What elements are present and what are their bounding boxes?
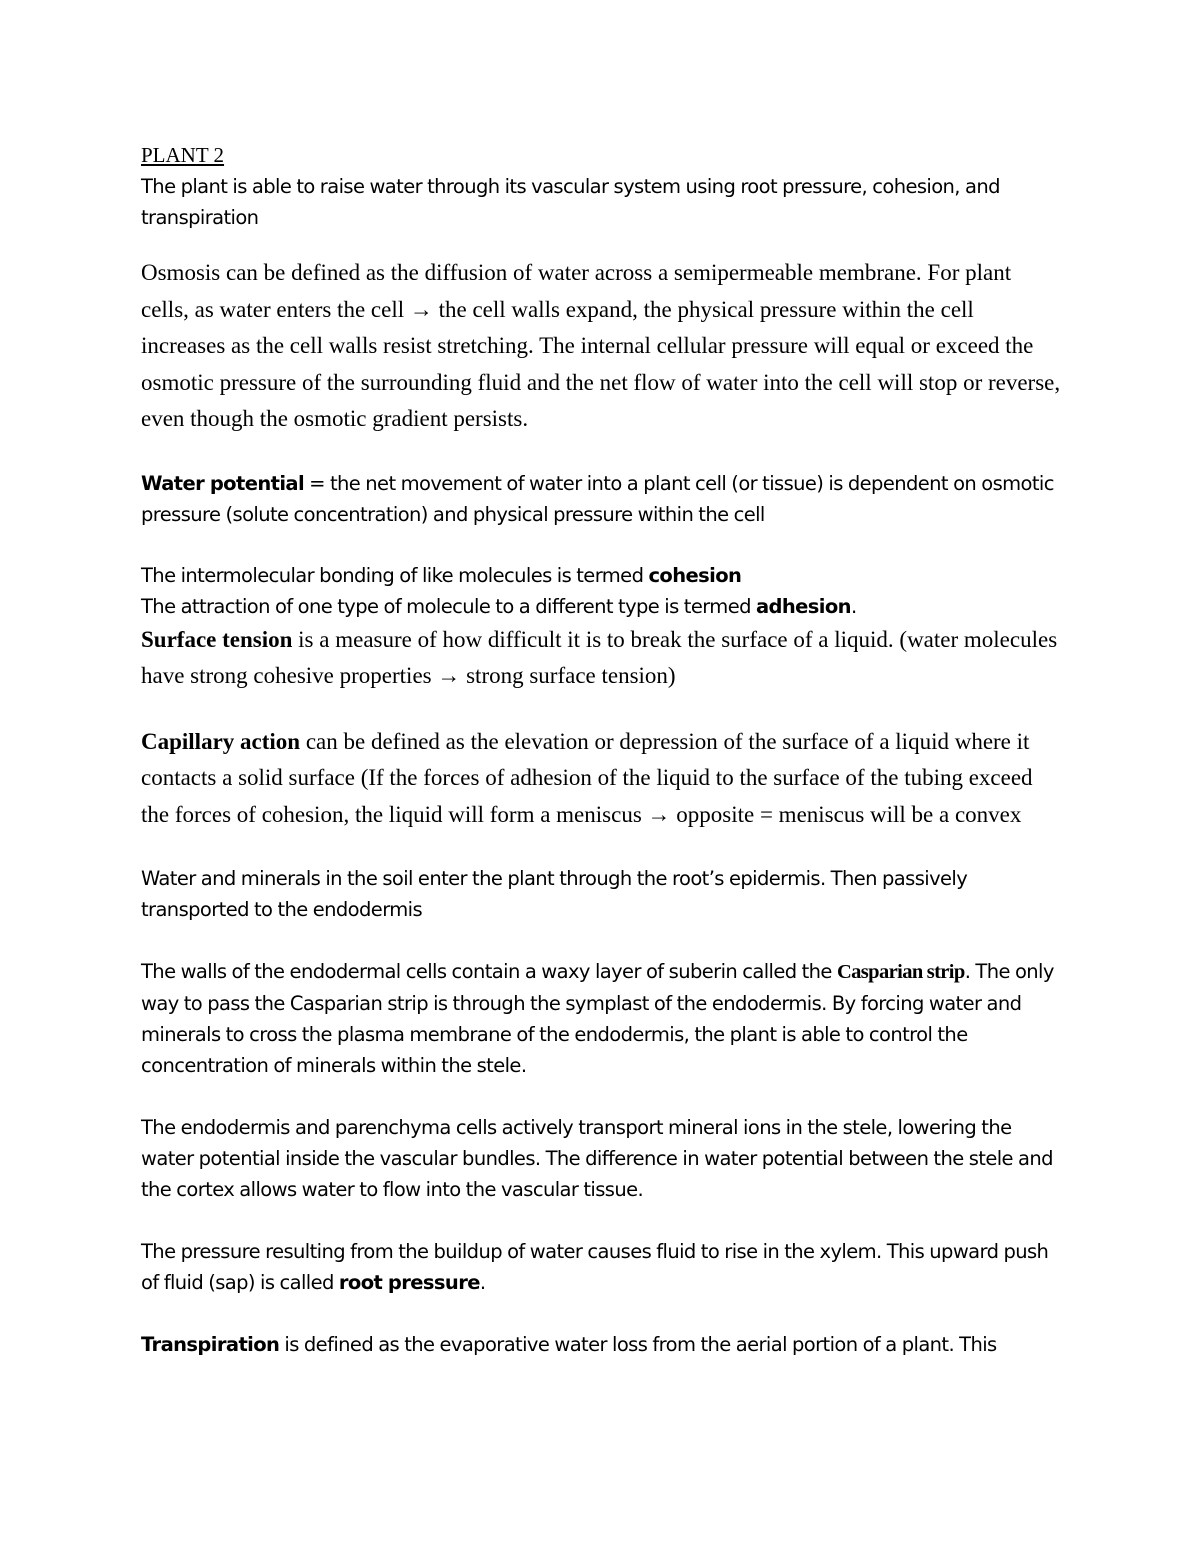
adhesion-end: .: [850, 594, 857, 618]
paragraph-root-pressure: [141, 1236, 1061, 1298]
document-body: [141, 140, 1061, 1360]
paragraph-intro: The plant is able to raise water through its vascular system using root pressure, cohesion, and transpiration: [141, 175, 1000, 229]
surface-tension-definition: is a measure of how difficult it is to break the surface of a liquid. (water molecules have strong cohesive properties → strong surface tension): [141, 626, 1058, 688]
root-pressure-text: The pressure resulting from the buildup of water causes fluid to rise in the xylem. This upward push of fluid (sap) is called: [141, 1240, 1049, 1294]
paragraph-casparian-strip: [141, 956, 1061, 1081]
casparian-rest: . The only way to pass the Casparian strip is through the symplast of the endodermis. By forcing water and minerals to cross the plasma membrane of the endodermis, the plant is able to control the concentration of minerals within the stele.: [141, 960, 1054, 1077]
water-potential-definition: = the net movement of water into a plant cell (or tissue) is dependent on osmotic pressure (solute concentration) and physical pressure within the cell: [141, 471, 1054, 526]
paragraph-osmosis: Osmosis can be defined as the diffusion of water across a semipermeable membrane. For plant cells, as water enters the cell → the cell walls expand, the physical pressure within the cell increases as the cell walls resist stretching. The internal cellular pressure will equal or exceed the osmotic pressure of the surrounding fluid and the net flow of water into the cell will stop or reverse, even though the osmotic gradient persists.: [141, 260, 1061, 431]
capillary-action-definition: can be defined as the elevation or depression of the surface of a liquid where it contacts a solid surface (If the forces of adhesion of the liquid to the surface of the tubing exceed the forces of cohesion, the liquid will form a meniscus → opposite = meniscus will be a convex: [141, 728, 1033, 827]
document-title: PLANT 2: [141, 143, 225, 167]
root-pressure-end: .: [479, 1271, 486, 1294]
term-capillary-action: Capillary action: [141, 728, 301, 754]
paragraph-root-epidermis: Water and minerals in the soil enter the plant through the root’s epidermis. Then passively transported to the endodermis: [141, 867, 968, 921]
paragraph-capillary-action: [141, 724, 1061, 834]
term-cohesion: cohesion: [648, 563, 742, 587]
term-casparian-strip: Casparian strip: [836, 961, 965, 983]
term-surface-tension: Surface tension: [141, 626, 293, 652]
paragraph-water-potential: [141, 468, 1061, 530]
term-root-pressure: root pressure: [338, 1271, 480, 1294]
paragraph-cohesion: [141, 560, 1061, 591]
paragraph-surface-tension: [141, 622, 1061, 694]
paragraph-adhesion: [141, 591, 1061, 622]
term-water-potential: Water potential: [141, 471, 305, 495]
paragraph-transpiration: [141, 1329, 1061, 1360]
cohesion-text: The intermolecular bonding of like molecules is termed: [141, 563, 649, 587]
term-adhesion: adhesion: [755, 594, 851, 618]
term-transpiration: Transpiration: [141, 1333, 280, 1356]
paragraph-endodermis: The endodermis and parenchyma cells actively transport mineral ions in the stele, lowering the water potential inside the vascular bundles. The difference in water potential between the stele and the cortex allows water to flow into the vascular tissue.: [141, 1116, 1053, 1201]
transpiration-definition: is defined as the evaporative water loss from the aerial portion of a plant. This: [279, 1333, 997, 1356]
adhesion-text: The attraction of one type of molecule to a different type is termed: [141, 594, 756, 618]
casparian-text: The walls of the endodermal cells contain a waxy layer of suberin called the: [141, 960, 837, 983]
